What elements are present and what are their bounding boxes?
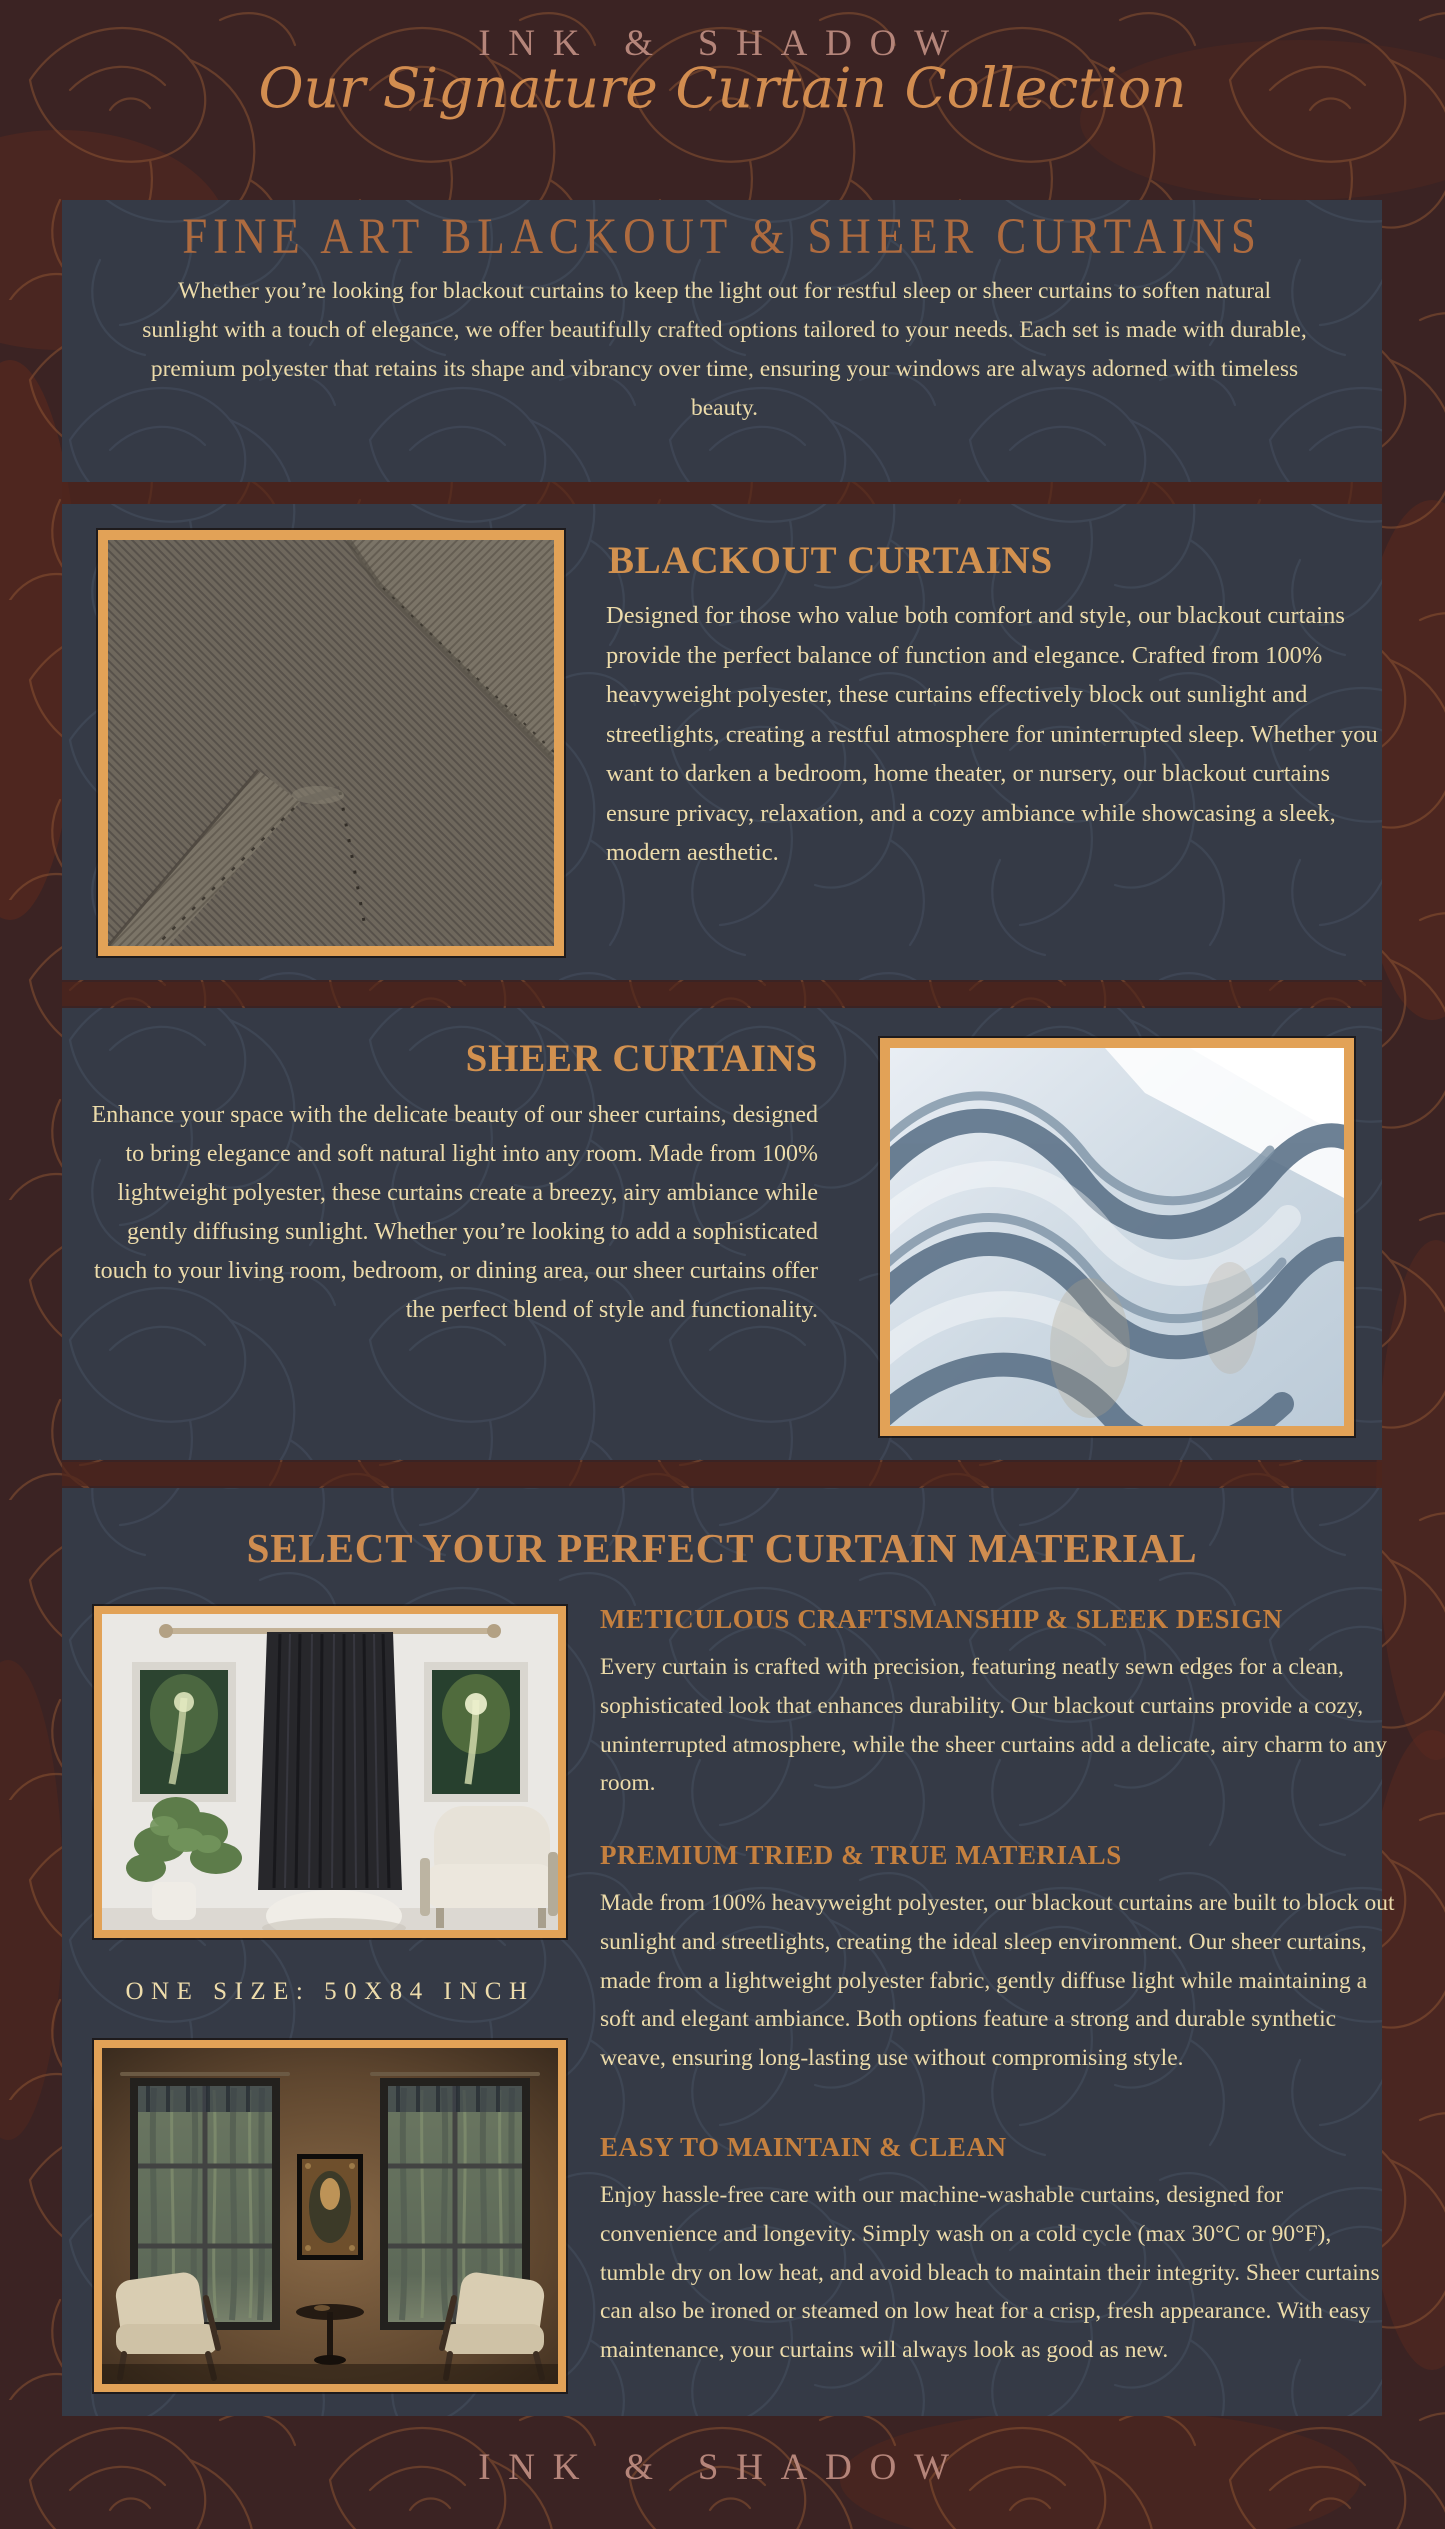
size-label: ONE SIZE: 50X84 INCH [125, 1978, 535, 2005]
intro-body: Whether you’re looking for blackout curtains to keep the light out for restful sleep or sheer curtains to soften natural sunlight with a touch of elegance, we offer beautifully crafted options tailored to your needs. Each set is made with durable, premium polyester that retains its shape and vibrancy over time, ensuring your windows are always adorned with timeless beauty. [142, 278, 1307, 421]
collection-tagline: Our Signature Curtain Collection [258, 56, 1187, 120]
feature-care-body: Enjoy hassle-free care with our machine-washable curtains, designed for convenience and longevity. Simply wash on a cold cycle (max 30°C or 90°F), tumble dry on low heat, and avoid bleach to maintain their integrity. Sheer curtains can also be ironed or steamed on low heat for a crisp, fresh appearance. With easy maintenance, your curtains will always look as good as new. [600, 2182, 1380, 2364]
footer-brand-wordmark: INK & SHADOW [478, 2447, 967, 2488]
brand-wordmark: INK & SHADOW [478, 23, 967, 64]
blackout-fabric-photo [98, 530, 564, 956]
sheer-body: Enhance your space with the delicate beauty of our sheer curtains, designed to bring elegance and soft natural light into any room. Made from 100% lightweight polyester, these curtains create a breezy, airy ambiance while gently diffusing sunlight. Whether you’re looking to add a sophisticated touch to your living room, bedroom, or dining area, our sheer curtains offer the perfect blend of style and functionality. [91, 1102, 818, 1323]
feature-materials-heading: PREMIUM TRIED & TRUE MATERIALS [600, 1840, 1122, 1870]
sheer-fabric-photo [880, 1038, 1354, 1436]
blackout-heading: BLACKOUT CURTAINS [608, 539, 1053, 582]
sheer-fabric-illustration [890, 1048, 1344, 1426]
blackout-body: Designed for those who value both comfort and style, our blackout curtains provide the perfect balance of function and elegance. Crafted from 100% heavyweight polyester, these curtains effectively block out sunlight and streetlights, creating a restful atmosphere for uninterrupted sleep. Whether you want to darken a bedroom, home theater, or nursery, our blackout curtains ensure privacy, relaxation, and a cozy ambiance while showcasing a sleek, modern aesthetic. [606, 602, 1378, 866]
blackout-room-photo [94, 1606, 566, 1938]
feature-craftsmanship-body: Every curtain is crafted with precision, featuring neatly sewn edges for a clean, sophisticated look that enhances durability. Our blackout curtains provide a cozy, uninterrupted atmosphere, while the sheer curtains add a delicate, airy charm to any room. [600, 1654, 1387, 1797]
blackout-room-illustration [102, 1614, 558, 1930]
feature-materials-body: Made from 100% heavyweight polyester, our blackout curtains are built to block out sunlight and streetlights, creating the ideal sleep environment. Our sheer curtains, made from a lightweight polyester fabric, gently diffuse light while maintaining a soft and elegant ambiance. Both options feature a strong and durable synthetic weave, ensuring long-lasting use without compromising style. [600, 1890, 1395, 2072]
blackout-fabric-illustration [108, 540, 554, 946]
intro-heading: FINE ART BLACKOUT & SHEER CURTAINS [182, 208, 1262, 264]
feature-craftsmanship-heading: METICULOUS CRAFTSMANSHIP & SLEEK DESIGN [600, 1604, 1283, 1634]
sheer-room-illustration [102, 2048, 558, 2384]
sheer-room-photo [94, 2040, 566, 2392]
sheer-heading: SHEER CURTAINS [465, 1037, 818, 1080]
materials-heading: SELECT YOUR PERFECT CURTAIN MATERIAL [246, 1525, 1198, 1571]
feature-care-heading: EASY TO MAINTAIN & CLEAN [600, 2132, 1007, 2162]
